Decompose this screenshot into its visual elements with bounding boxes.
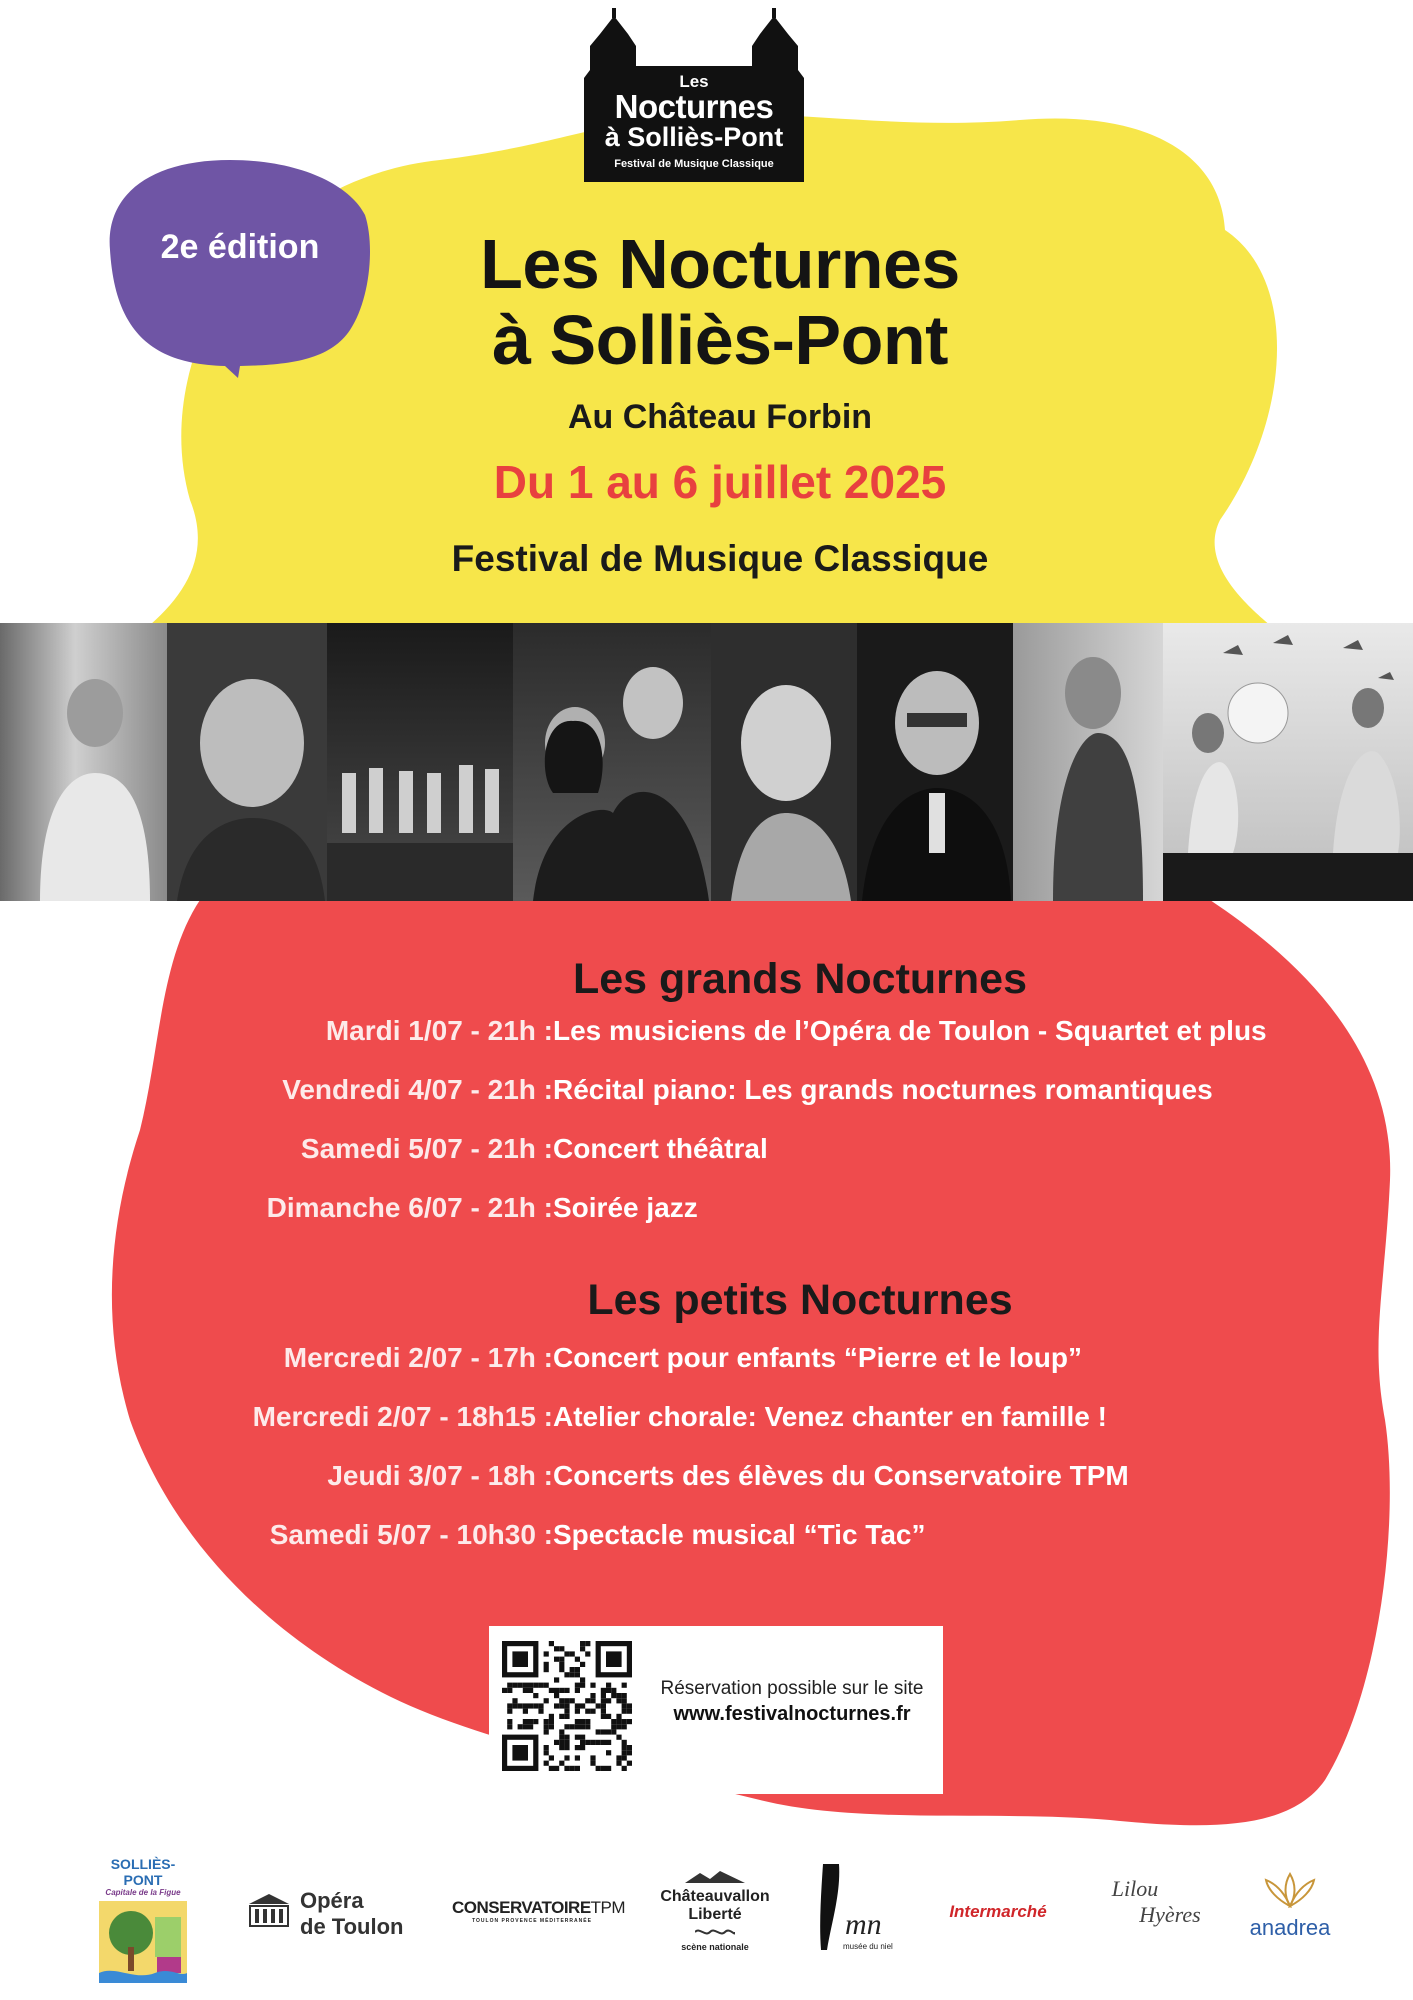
- sollies-title: SOLLIÈS-PONT: [110, 1856, 176, 1888]
- photo-jazz-duo: [513, 623, 711, 901]
- event-datetime: Samedi 5/07 - 21h :: [300, 1133, 553, 1164]
- artist-photo-strip: [0, 623, 1413, 901]
- purple-bubble: [110, 160, 370, 378]
- event-datetime: Mercredi 2/07 - 17h :: [283, 1342, 553, 1373]
- event-datetime: Jeudi 3/07 - 18h :: [327, 1460, 553, 1491]
- event-title: Concerts des élèves du Conservatoire TPM: [553, 1460, 1129, 1491]
- event-row: [0, 1342, 1413, 1382]
- title-line1: Les Nocturnes: [480, 225, 960, 303]
- conservatoire-label: CONSERVATOIRE: [452, 1898, 591, 1917]
- wave-icon: [695, 1927, 735, 1937]
- event-datetime: Samedi 5/07 - 10h30 :: [269, 1519, 553, 1550]
- photo-woman-seated: [1013, 623, 1163, 901]
- musee-mark-icon: [817, 1864, 847, 1950]
- chateauvallon-subtitle: scène nationale: [681, 1942, 749, 1952]
- musee-label: musée du niel: [843, 1942, 893, 1951]
- event-datetime: Vendredi 4/07 - 21h :: [282, 1074, 553, 1105]
- event-row: [0, 1133, 1413, 1173]
- festival-logo: [578, 8, 810, 182]
- photo-woman-portrait: [711, 623, 857, 901]
- partner-conservatoire-tpm: [452, 1898, 626, 1924]
- event-title: Spectacle musical “Tic Tac”: [553, 1519, 926, 1550]
- event-row: [0, 1519, 1413, 1559]
- event-row: [0, 1401, 1413, 1441]
- event-datetime: Mardi 1/07 - 21h :: [325, 1015, 553, 1046]
- partner-chateauvallon: [650, 1870, 780, 1952]
- event-title: Soirée jazz: [553, 1192, 698, 1223]
- page-title: [380, 226, 1060, 378]
- title-line2: à Solliès-Pont: [492, 301, 948, 379]
- festival-dates: Du 1 au 6 juillet 2025: [493, 456, 947, 508]
- opera-line1: Opéra: [300, 1888, 364, 1913]
- partner-sollies-pont: [95, 1856, 191, 1992]
- event-datetime: Dimanche 6/07 - 21h :: [266, 1192, 553, 1223]
- event-row: [0, 1015, 1413, 1055]
- photo-musical-show: [1163, 623, 1413, 901]
- edition-badge: 2e édition: [160, 228, 320, 266]
- event-title: Concert théâtral: [553, 1133, 768, 1164]
- partner-logos: [0, 1840, 1413, 1990]
- partner-anadrea: [1240, 1870, 1340, 1941]
- logo-les: Les: [679, 72, 709, 91]
- mountain-icon: [685, 1871, 745, 1883]
- opera-building-icon: [244, 1890, 294, 1930]
- anadrea-label: anadrea: [1249, 1915, 1331, 1940]
- fig-tree-icon: [95, 1897, 191, 1987]
- logo-subtitle: Festival de Musique Classique: [614, 158, 774, 170]
- photo-pianist-man: [857, 623, 1013, 901]
- festival-subtitle: Festival de Musique Classique: [451, 538, 989, 579]
- event-title: Les musiciens de l’Opéra de Toulon - Squartet et plus: [553, 1015, 1267, 1046]
- event-row: [0, 1192, 1413, 1232]
- lilou-line1: Lilou: [1111, 1876, 1159, 1901]
- event-title: Récital piano: Les grands nocturnes romantiques: [553, 1074, 1213, 1105]
- conservatoire-subtitle: TOULON PROVENCE MÉDITERRANÉE: [472, 1918, 592, 1924]
- petits-title: Les petits Nocturnes: [587, 1276, 1013, 1324]
- partner-lilou-hyeres: [1090, 1876, 1210, 1928]
- lotus-icon: [1250, 1870, 1330, 1910]
- chateauvallon-line1: Châteauvallon: [660, 1888, 770, 1905]
- event-row: [0, 1460, 1413, 1500]
- venue: Au Château Forbin: [567, 398, 873, 436]
- event-title: Concert pour enfants “Pierre et le loup”: [553, 1342, 1082, 1373]
- photo-actor-man: [167, 623, 327, 901]
- chateauvallon-line2: Liberté: [688, 1906, 742, 1923]
- conservatoire-tpm: TPM: [590, 1898, 626, 1917]
- event-datetime: Mercredi 2/07 - 18h15 :: [252, 1401, 553, 1432]
- logo-line2: à Solliès-Pont: [604, 122, 784, 152]
- event-row: [0, 1074, 1413, 1114]
- sollies-subtitle: Capitale de la Figue: [105, 1888, 181, 1897]
- reservation-url[interactable]: www.festivalnocturnes.fr: [673, 1703, 911, 1725]
- reservation-box: [489, 1626, 943, 1794]
- event-title: Atelier chorale: Venez chanter en famille !: [553, 1401, 1107, 1432]
- partner-intermarche: Intermarché: [949, 1902, 1047, 1921]
- logo-line1: Nocturnes: [614, 88, 774, 125]
- reservation-text: Réservation possible sur le site: [660, 1678, 924, 1699]
- qr-code-icon[interactable]: [502, 1641, 632, 1771]
- photo-ensemble: [327, 623, 513, 901]
- lilou-line2: Hyères: [1139, 1902, 1201, 1927]
- grands-title: Les grands Nocturnes: [573, 955, 1027, 1003]
- musee-mark: mn: [845, 1908, 882, 1941]
- opera-line2: de Toulon: [300, 1914, 404, 1939]
- photo-singer-woman: [0, 623, 167, 901]
